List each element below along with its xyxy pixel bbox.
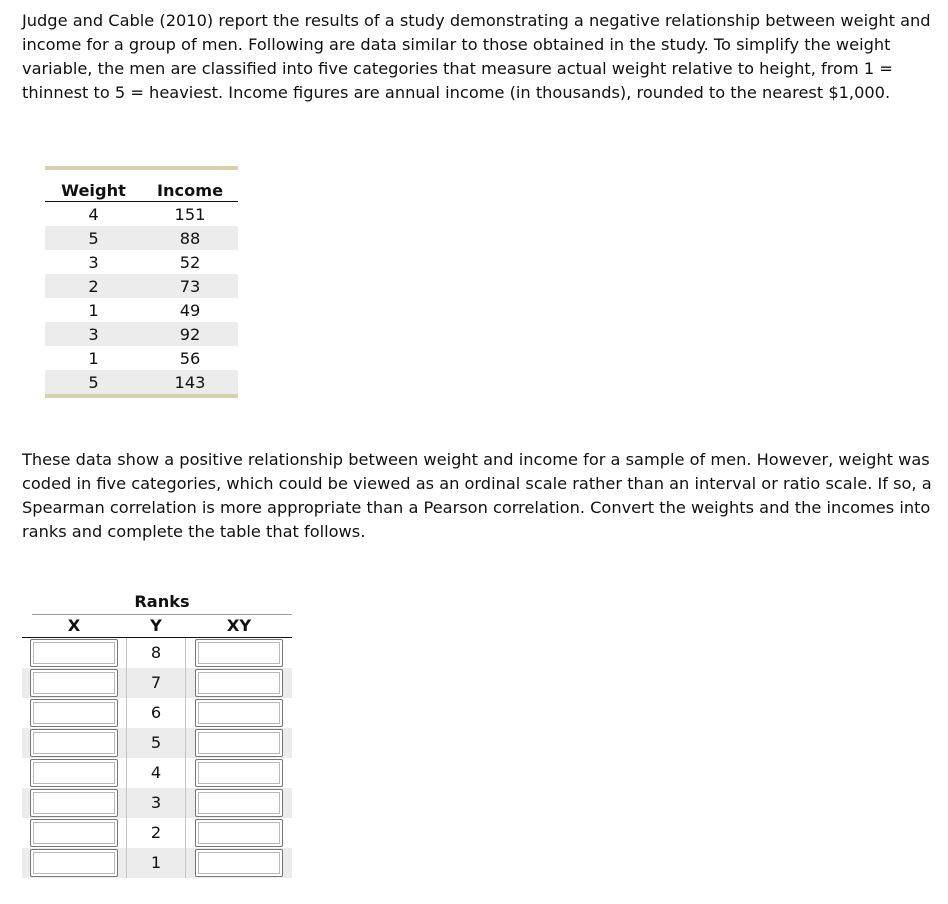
table-row (45, 250, 238, 274)
x-rank-input[interactable] (30, 819, 118, 847)
ranks-table (22, 590, 292, 878)
xy-cell (186, 728, 292, 758)
xy-product-input[interactable] (195, 849, 283, 877)
weight-cell: 5 (45, 226, 142, 250)
income-cell: 56 (179, 348, 201, 368)
ranks-row (22, 848, 292, 878)
income-cell: 73 (142, 274, 238, 298)
x-rank-input[interactable] (30, 759, 118, 787)
xy-cell (186, 698, 292, 728)
income-cell: 151 (174, 204, 206, 224)
ranks-row (22, 668, 292, 698)
table-row (45, 370, 238, 396)
xy-product-input[interactable] (195, 639, 283, 667)
income-header: Income (142, 168, 238, 202)
weight-cell: 1 (88, 300, 99, 320)
y-rank-value: 3 (126, 788, 186, 818)
income-cell: 143 (142, 370, 238, 396)
y-rank-value: 5 (126, 728, 186, 758)
weight-cell: 3 (45, 322, 142, 346)
x-cell (22, 638, 126, 668)
xy-cell (186, 788, 292, 818)
ranks-row (22, 638, 292, 668)
ranks-row (22, 818, 292, 848)
xy-product-input[interactable] (195, 729, 283, 757)
weight-cell: 3 (88, 252, 99, 272)
income-cell: 52 (179, 252, 201, 272)
xy-header: XY (226, 616, 252, 635)
weight-cell: 1 (88, 348, 99, 368)
income-cell: 88 (142, 226, 238, 250)
intro-paragraph: Judge and Cable (2010) report the results of a study demonstrating a negative relationship between weight and income for a group of men. Following are data similar to those obtained in the study. To simplify the weight variable, the men are classified into five categories that measure actual weight relative to height, from 1 = thinnest to 5 = heaviest. Income figures are annual income (in thousands), rounded to the nearest $1,000. (22, 11, 931, 102)
x-rank-input[interactable] (30, 729, 118, 757)
income-cell: 92 (142, 322, 238, 346)
x-cell (22, 848, 126, 878)
xy-product-input[interactable] (195, 669, 283, 697)
x-rank-input[interactable] (30, 669, 118, 697)
weight-header: Weight (45, 168, 142, 202)
xy-cell (186, 668, 292, 698)
ranks-body (22, 638, 292, 878)
x-rank-input[interactable] (30, 789, 118, 817)
xy-cell (186, 638, 292, 668)
x-cell (22, 698, 126, 728)
y-rank-value: 4 (126, 758, 186, 788)
y-header: Y (150, 616, 162, 635)
x-rank-input[interactable] (30, 699, 118, 727)
ranks-row (22, 758, 292, 788)
table-row (45, 202, 238, 227)
y-rank-value: 2 (126, 818, 186, 848)
y-rank-value: 1 (126, 848, 186, 878)
x-cell (22, 728, 126, 758)
table-row (45, 346, 238, 370)
weight-cell: 4 (88, 204, 99, 224)
x-cell (22, 668, 126, 698)
table-row (45, 226, 238, 250)
ranks-header-row (22, 615, 292, 638)
y-rank-value: 8 (126, 638, 186, 668)
x-cell (22, 788, 126, 818)
table-row (45, 298, 238, 322)
ranks-row (22, 728, 292, 758)
x-cell (22, 758, 126, 788)
weight-cell: 5 (45, 370, 142, 396)
ranks-row (22, 698, 292, 728)
weight-income-table (45, 166, 238, 398)
xy-product-input[interactable] (195, 759, 283, 787)
weight-cell: 2 (45, 274, 142, 298)
x-rank-input[interactable] (30, 849, 118, 877)
table-row (45, 274, 238, 298)
xy-cell (186, 848, 292, 878)
y-rank-value: 7 (126, 668, 186, 698)
income-cell: 49 (179, 300, 201, 320)
ranks-row (22, 788, 292, 818)
xy-product-input[interactable] (195, 789, 283, 817)
xy-cell (186, 818, 292, 848)
x-rank-input[interactable] (30, 639, 118, 667)
ranks-title: Ranks (32, 590, 292, 615)
x-header: X (67, 616, 81, 635)
xy-product-input[interactable] (195, 699, 283, 727)
xy-cell (186, 758, 292, 788)
instruction-paragraph: These data show a positive relationship between weight and income for a sample of men. However, weight was coded in five categories, which could be viewed as an ordinal scale rather than an interval or ratio scale. If so, a Spearman correlation is more appropriate than a Pearson correlation. Convert the weights and the incomes into ranks and complete the table that follows. (22, 450, 932, 541)
xy-product-input[interactable] (195, 819, 283, 847)
x-cell (22, 818, 126, 848)
y-rank-value: 6 (126, 698, 186, 728)
table-row (45, 322, 238, 346)
